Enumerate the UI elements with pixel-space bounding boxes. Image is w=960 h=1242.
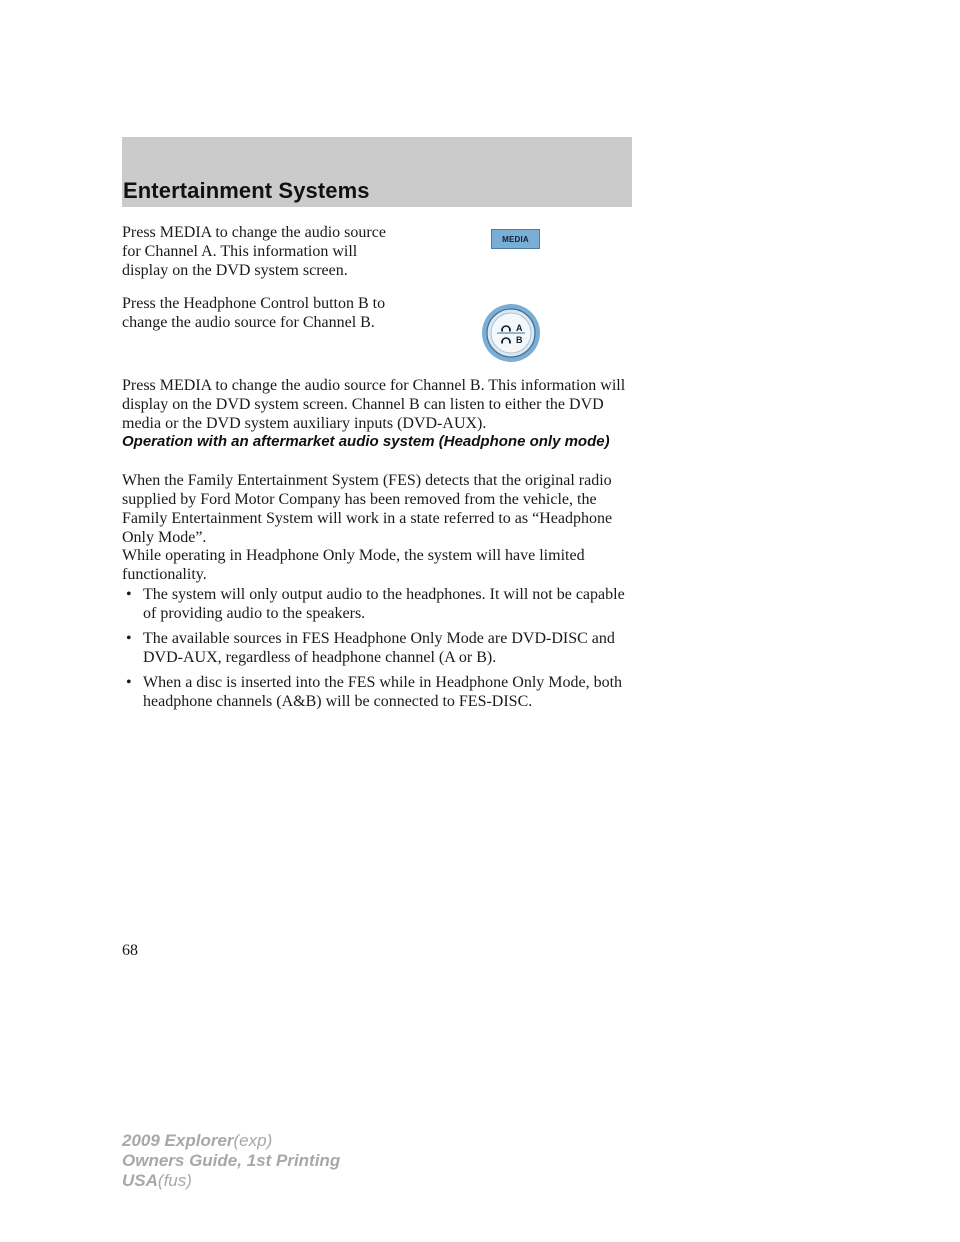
bullet-symbol: • (126, 674, 132, 691)
footer-model: 2009 Explorer (122, 1131, 234, 1150)
bullet-text: The system will only output audio to the headphones. It will not be capable of providing audio to the speakers. (143, 586, 625, 622)
paragraph-fes-detection: When the Family Entertainment System (FES) detects that the original radio supplied by Ford Motor Company has been removed from the vehicle, the Family Entertainment System will work in a state referred to as “Headphone Only Mode”. (122, 472, 613, 546)
media-button-illustration (491, 229, 540, 249)
bullet-item (122, 585, 637, 623)
footer-model-code: (exp) (233, 1131, 273, 1150)
bullet-item (122, 629, 637, 667)
bullet-item (122, 673, 637, 711)
page-number: 68 (122, 942, 138, 959)
footer-market-code: (fus) (157, 1171, 192, 1190)
footer-edition-info (122, 1131, 340, 1191)
footer-line-1 (122, 1131, 340, 1151)
paragraph-headphone-control: Press the Headphone Control button B to change the audio source for Channel B. (122, 295, 386, 331)
bullet-list (122, 585, 637, 717)
footer-line-3 (122, 1171, 340, 1191)
bullet-symbol: • (126, 630, 132, 647)
bullet-text: The available sources in FES Headphone Only Mode are DVD-DISC and DVD-AUX, regardless of headphone channel (A or B). (143, 630, 615, 666)
headphone-letter-b: B (516, 335, 523, 345)
paragraph-media-channel-b: Press MEDIA to change the audio source for Channel B. This information will display on the DVD system screen. Channel B can listen to either the DVD media or the DVD system auxiliary inputs (DVD-AUX). (122, 377, 626, 432)
footer-line-2 (122, 1151, 340, 1171)
paragraph-limited-functionality: While operating in Headphone Only Mode, the system will have limited functionality. (122, 547, 585, 583)
bullet-text: When a disc is inserted into the FES while in Headphone Only Mode, both headphone channels (A&B) will be connected to FES-DISC. (143, 674, 623, 710)
subheading-aftermarket-audio: Operation with an aftermarket audio system (Headphone only mode) (122, 433, 610, 450)
bullet-symbol: • (126, 586, 132, 603)
footer-printing: Owners Guide, 1st Printing (122, 1151, 341, 1170)
headphone-letter-a: A (516, 323, 523, 333)
footer-market: USA (122, 1171, 158, 1190)
section-title: Entertainment Systems (123, 178, 370, 203)
paragraph-media-channel-a: Press MEDIA to change the audio source for Channel A. This information will display on the DVD system screen. (122, 224, 386, 279)
headphone-ab-icon (481, 303, 541, 363)
media-button-label: MEDIA (502, 234, 529, 244)
